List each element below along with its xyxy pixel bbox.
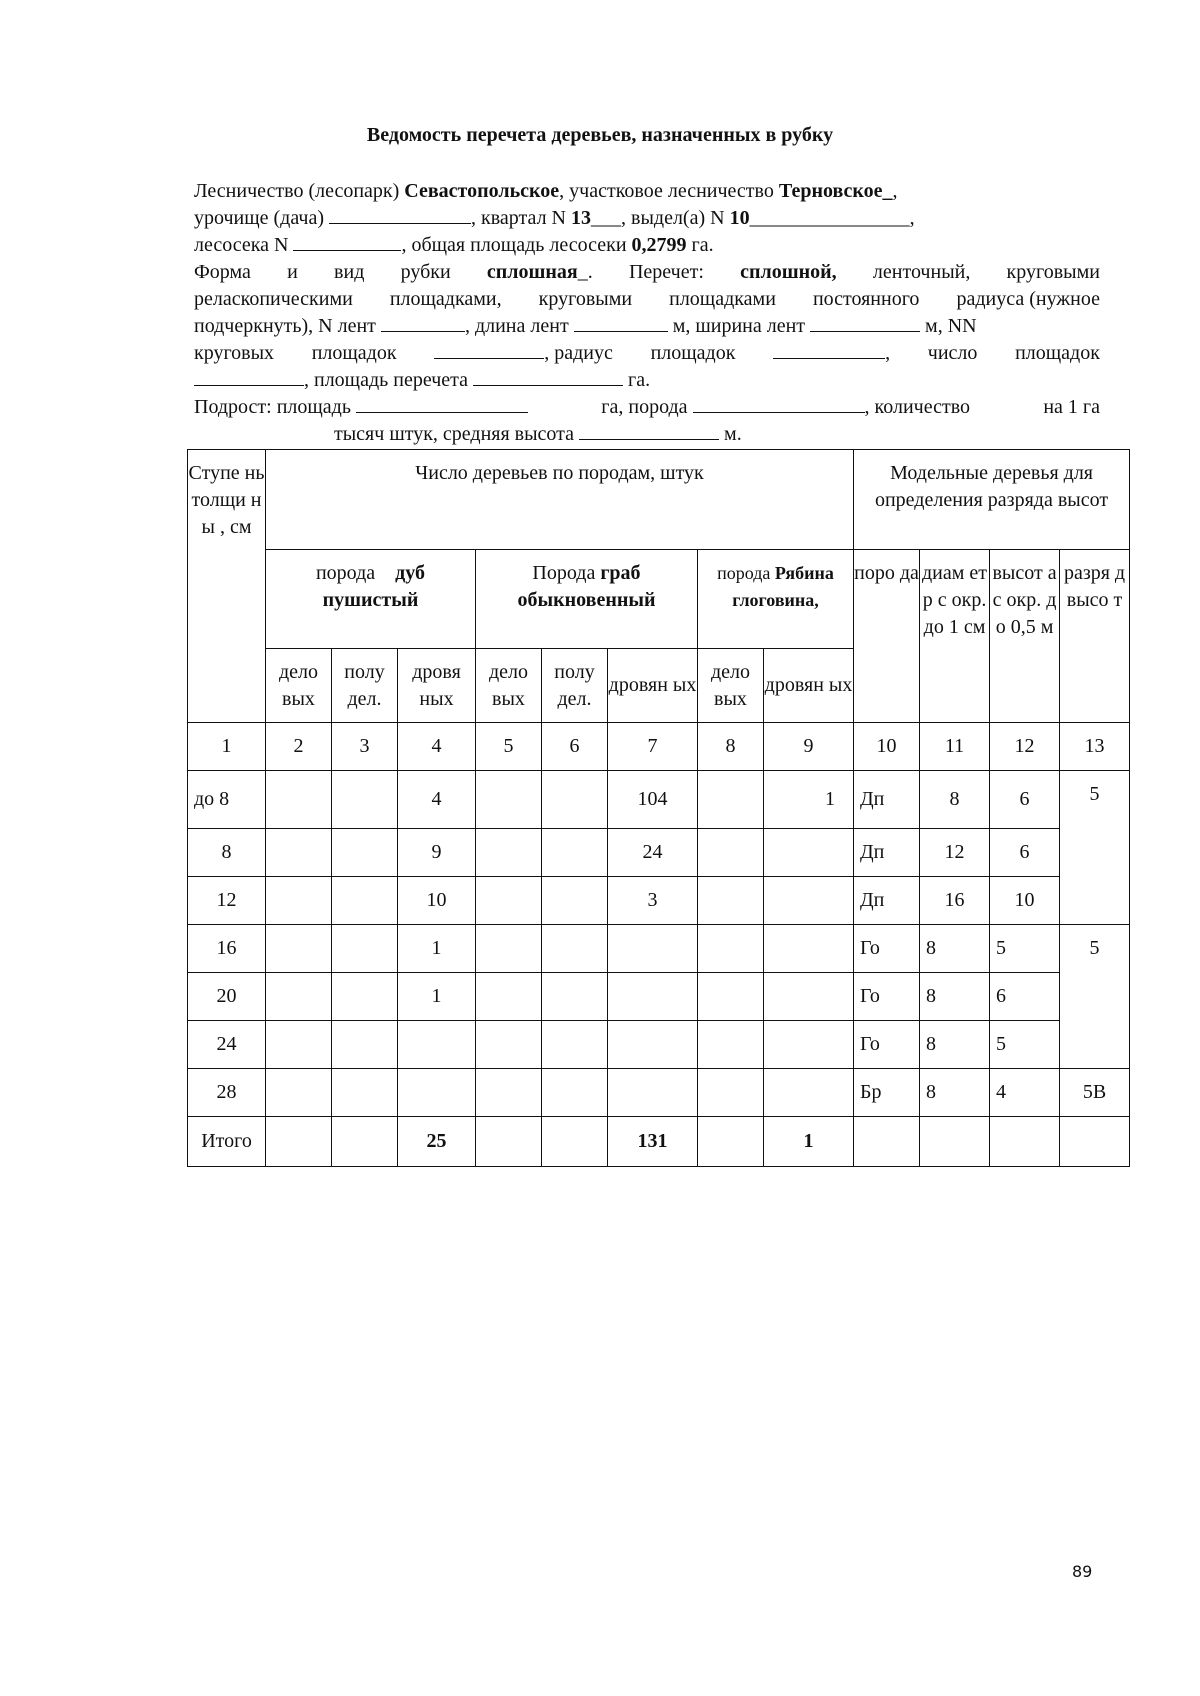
blank-length — [574, 313, 668, 332]
sub-poludel: полу дел. — [542, 649, 608, 723]
header-line-1: Лесничество (лесопарк) Севастопольское, участковое лесничество Терновское_, — [194, 180, 898, 202]
blank-avg-height — [579, 421, 719, 440]
blank-count-area — [473, 367, 623, 386]
table-row: 12 10 3 Дп 16 10 — [188, 877, 1130, 925]
felling-type: сплошная — [486, 261, 578, 283]
col-num: 5 — [476, 723, 542, 771]
col-num: 12 — [990, 723, 1060, 771]
header-line-8: , площадь перечета га. — [194, 367, 1100, 394]
header-line-6: подчеркнуть), N лент , длина лент м, ширина лент м, NN — [194, 315, 977, 337]
col-model-height: высот а с окр. до 0,5 м — [990, 550, 1060, 723]
header-line-7: круговых площадок , радиус площадок , число площадок — [194, 342, 1100, 364]
district-forestry-name: Терновское_ — [778, 180, 893, 202]
document-title: Ведомость перечета деревьев, назначенных в рубку — [366, 124, 834, 146]
species-rowan: порода Рябина глоговина, — [698, 550, 854, 649]
col-num: 11 — [920, 723, 990, 771]
forestry-name: Севастопольское — [404, 180, 560, 202]
header-line-9: Подрост: площадь га, порода , количество на 1 га — [194, 396, 1100, 418]
group-tree-count: Число деревьев по породам, штук — [266, 450, 854, 550]
table-row: 8 9 24 Дп 12 6 — [188, 829, 1130, 877]
species-hornbeam: Порода граб обыкновенный — [476, 550, 698, 649]
table-row: 28 Бр 8 4 5В — [188, 1069, 1130, 1117]
allotment-number: 10 — [729, 207, 750, 229]
header-line-10: тысяч штук, средняя высота м. — [334, 423, 742, 445]
blank-radius — [773, 340, 885, 359]
table-row: 16 1 Го 8 5 5 — [188, 925, 1130, 973]
species-oak: порода дуб пушистый — [266, 550, 476, 649]
column-number-row — [188, 723, 1130, 771]
col-num: 13 — [1060, 723, 1130, 771]
table-row: до 8 4 104 1 Дп 8 6 5 — [188, 771, 1130, 829]
tree-count-table — [187, 449, 1130, 1167]
col-model-rank: разря д высо т — [1060, 550, 1130, 723]
rank-group-1: 5 — [1060, 771, 1130, 925]
sub-drovyanyh: дровян ых — [764, 649, 854, 723]
sub-drovyanyh: дровя ных — [398, 649, 476, 723]
table-row: 20 1 Го 8 6 — [188, 973, 1130, 1021]
blank-width — [810, 313, 920, 332]
total-row — [188, 1117, 1130, 1167]
total-rowan-firewood: 1 — [764, 1117, 854, 1167]
blank-n-lent — [381, 313, 465, 332]
table-row: 24 Го 8 5 — [188, 1021, 1130, 1069]
col-num: 2 — [266, 723, 332, 771]
col-num: 10 — [854, 723, 920, 771]
col-num: 9 — [764, 723, 854, 771]
col-num: 4 — [398, 723, 476, 771]
sub-delovyh: дело вых — [476, 649, 542, 723]
blank-urochishche — [329, 205, 471, 224]
col-model-species: поро да — [854, 550, 920, 723]
sub-poludel: полу дел. — [332, 649, 398, 723]
header-line-4: Форма и вид рубки сплошная_. Перечет: сплошной, ленточный, круговыми — [194, 259, 1100, 286]
blank-plot-count — [194, 367, 304, 386]
page-number: 89 — [1072, 1562, 1093, 1581]
rank-group-2: 5 — [1060, 925, 1130, 1069]
sub-drovyanyh: дровян ых — [608, 649, 698, 723]
col-num: 8 — [698, 723, 764, 771]
header-row-2 — [188, 550, 1130, 649]
blank-undergrowth-species — [693, 394, 865, 413]
sub-delovyh: дело вых — [698, 649, 764, 723]
blank-nn-plots — [434, 340, 544, 359]
total-label: Итого — [188, 1117, 266, 1167]
col-thickness-step: Ступе нь толщи ны , см — [188, 450, 266, 723]
header-line-3: лесосека N , общая площадь лесосеки 0,2799 га. — [194, 234, 714, 256]
total-oak-firewood: 25 — [398, 1117, 476, 1167]
blank-undergrowth-area — [356, 394, 528, 413]
header-line-5: реласкопическими площадками, круговыми площадками постоянного радиуса (нужное — [194, 288, 1100, 310]
quarter-number: 13 — [571, 207, 592, 229]
col-num: 3 — [332, 723, 398, 771]
col-num: 7 — [608, 723, 698, 771]
count-type: сплошной, — [740, 261, 837, 283]
total-hornbeam-firewood: 131 — [608, 1117, 698, 1167]
header-block — [194, 178, 1100, 448]
group-model-trees: Модельные деревья для определения разряда высот — [854, 450, 1130, 550]
col-num: 6 — [542, 723, 608, 771]
col-model-diameter: диам етр с окр. до 1 см — [920, 550, 990, 723]
blank-lesoseka — [293, 232, 401, 251]
total-area: 0,2799 — [631, 234, 687, 256]
header-line-2: урочище (дача) , квартал N 13___, выдел(а) N 10________________, — [194, 207, 915, 229]
sub-delovyh: дело вых — [266, 649, 332, 723]
header-row-1 — [188, 450, 1130, 550]
col-num: 1 — [188, 723, 266, 771]
